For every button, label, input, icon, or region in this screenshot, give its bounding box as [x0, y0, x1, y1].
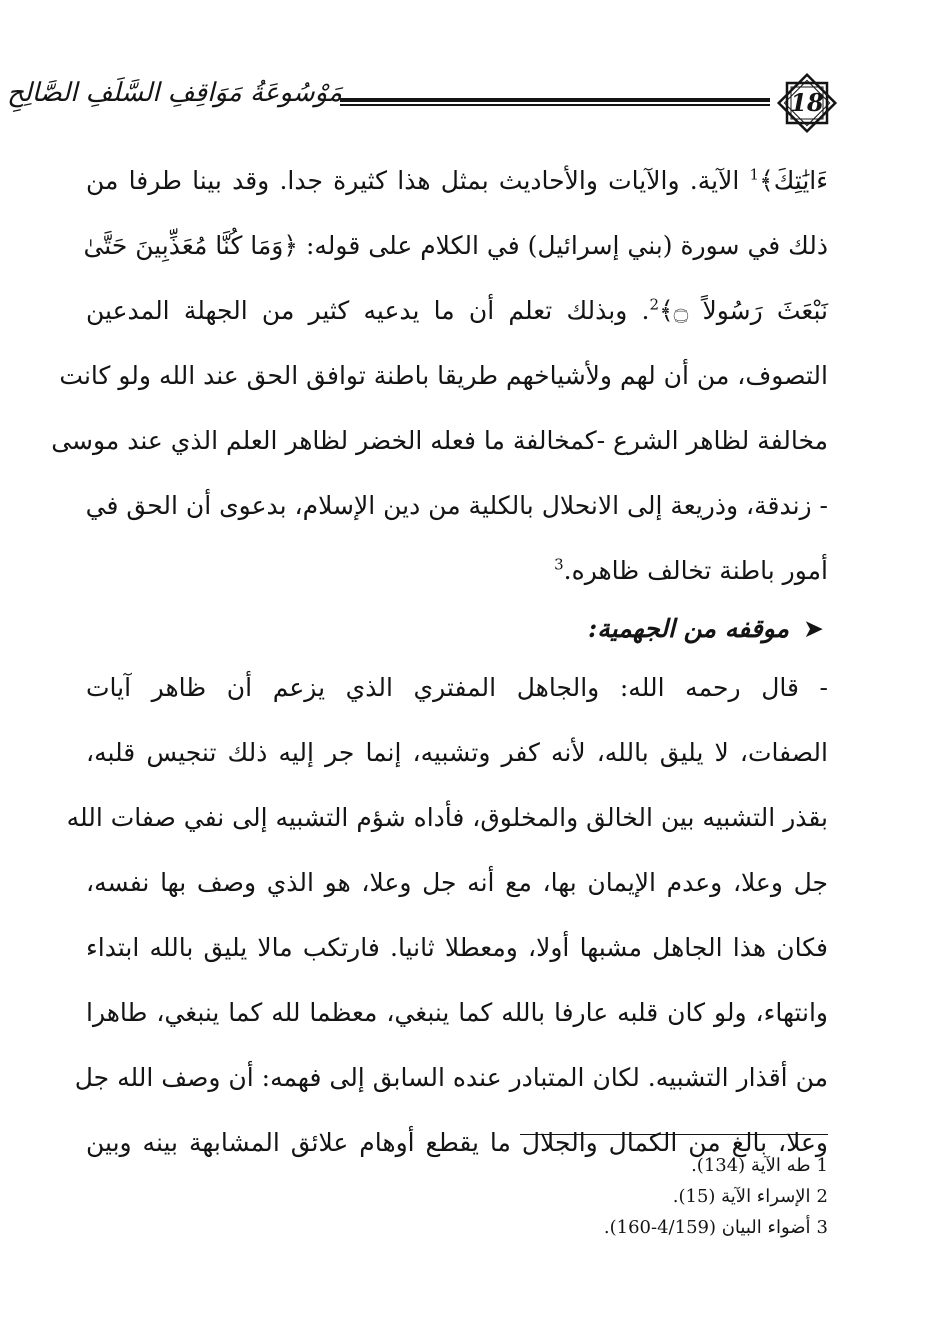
page-number-badge [774, 70, 840, 136]
arrow-bullet-icon: ➤ [803, 614, 824, 643]
text-line-7: أمور باطنة تخالف ظاهره.$^3$ [554, 555, 828, 585]
footnote-ref-2: 2 [649, 295, 659, 314]
footnote-ref-1: 1 [749, 165, 760, 184]
text-line-14: من أقذار التشبيه. لكان المتبادر عنده السابق إلى فهمه: أن وصف الله جل [74, 1063, 828, 1092]
text-line-11: جل وعلا، وعدم الإيمان بها، مع أنه جل وعلا، هو الذي وصف بها نفسه، [86, 868, 828, 897]
text-line-10: بقذر التشبيه بين الخالق والمخلوق، فأداه شؤم التشبيه إلى نفي صفات الله [66, 803, 828, 832]
text-line-4: التصوف، من أن لهم ولأشياخهم طريقا باطنة توافق الحق عند الله ولو كانت [59, 361, 828, 390]
header-rule [340, 98, 770, 106]
section-heading: ➤موقفه من الجهمية: [588, 614, 824, 643]
text-line-2: ذلك في سورة (بني إسرائيل) في الكلام على قوله: ﴿وَمَا كُنَّا مُعَذِّبِينَ حَتَّىٰ [83, 231, 828, 260]
footnote-1: 1طه الآية (134). [691, 1155, 828, 1176]
footnote-2: 2الإسراء الآية (15). [672, 1186, 828, 1207]
series-title: مَوْسُوعَةُ مَوَاقِفِ السَّلَفِ الصَّالِحِ [7, 78, 342, 108]
text-line-12: فكان هذا الجاهل مشبها أولا، ومعطلا ثانيا. فارتكب مالا يليق بالله ابتداء [86, 933, 828, 962]
page-header [7, 66, 848, 138]
text-line-13: وانتهاء، ولو كان قلبه عارفا بالله كما ينبغي، معظما لله كما ينبغي، طاهرا [86, 998, 828, 1027]
text-line-1: ءَايَٰتِكَ﴾$^1$ الآية. والآيات والأحاديث بمثل هذا كثيرة جدا. وقد بينا طرفا من [86, 165, 828, 195]
text-line-15: وعلا، بالغ من الكمال والجلال ما يقطع أوهام علائق المشابهة بينه وبين [86, 1128, 828, 1157]
footnote-divider [520, 1134, 828, 1135]
text-line-3: نَبْعَثَ رَسُولاً ۝﴾$^2$. وبذلك تعلم أن ما يدعيه كثير من الجهلة المدعين [86, 295, 828, 325]
footnote-ref-3: 3 [554, 555, 564, 574]
text-line-5: مخالفة لظاهر الشرع -كمخالفة ما فعله الخضر لظاهر العلم الذي عند موسى [51, 426, 828, 455]
text-line-9: الصفات، لا يليق بالله، لأنه كفر وتشبيه، إنما جر إليه ذلك تنجيس قلبه، [86, 738, 828, 767]
page-number: 18 [790, 88, 824, 117]
footnotes [328, 1150, 828, 1243]
text-line-6: - زندقة، وذريعة إلى الانحلال بالكلية من دين الإسلام، بدعوى أن الحق في [85, 491, 828, 520]
text-line-8: - قال رحمه الله: والجاهل المفتري الذي يزعم أن ظاهر آيات [86, 673, 828, 702]
body-text [51, 148, 828, 1175]
footnote-3: 3أضواء البيان (4/159-160). [603, 1217, 828, 1238]
